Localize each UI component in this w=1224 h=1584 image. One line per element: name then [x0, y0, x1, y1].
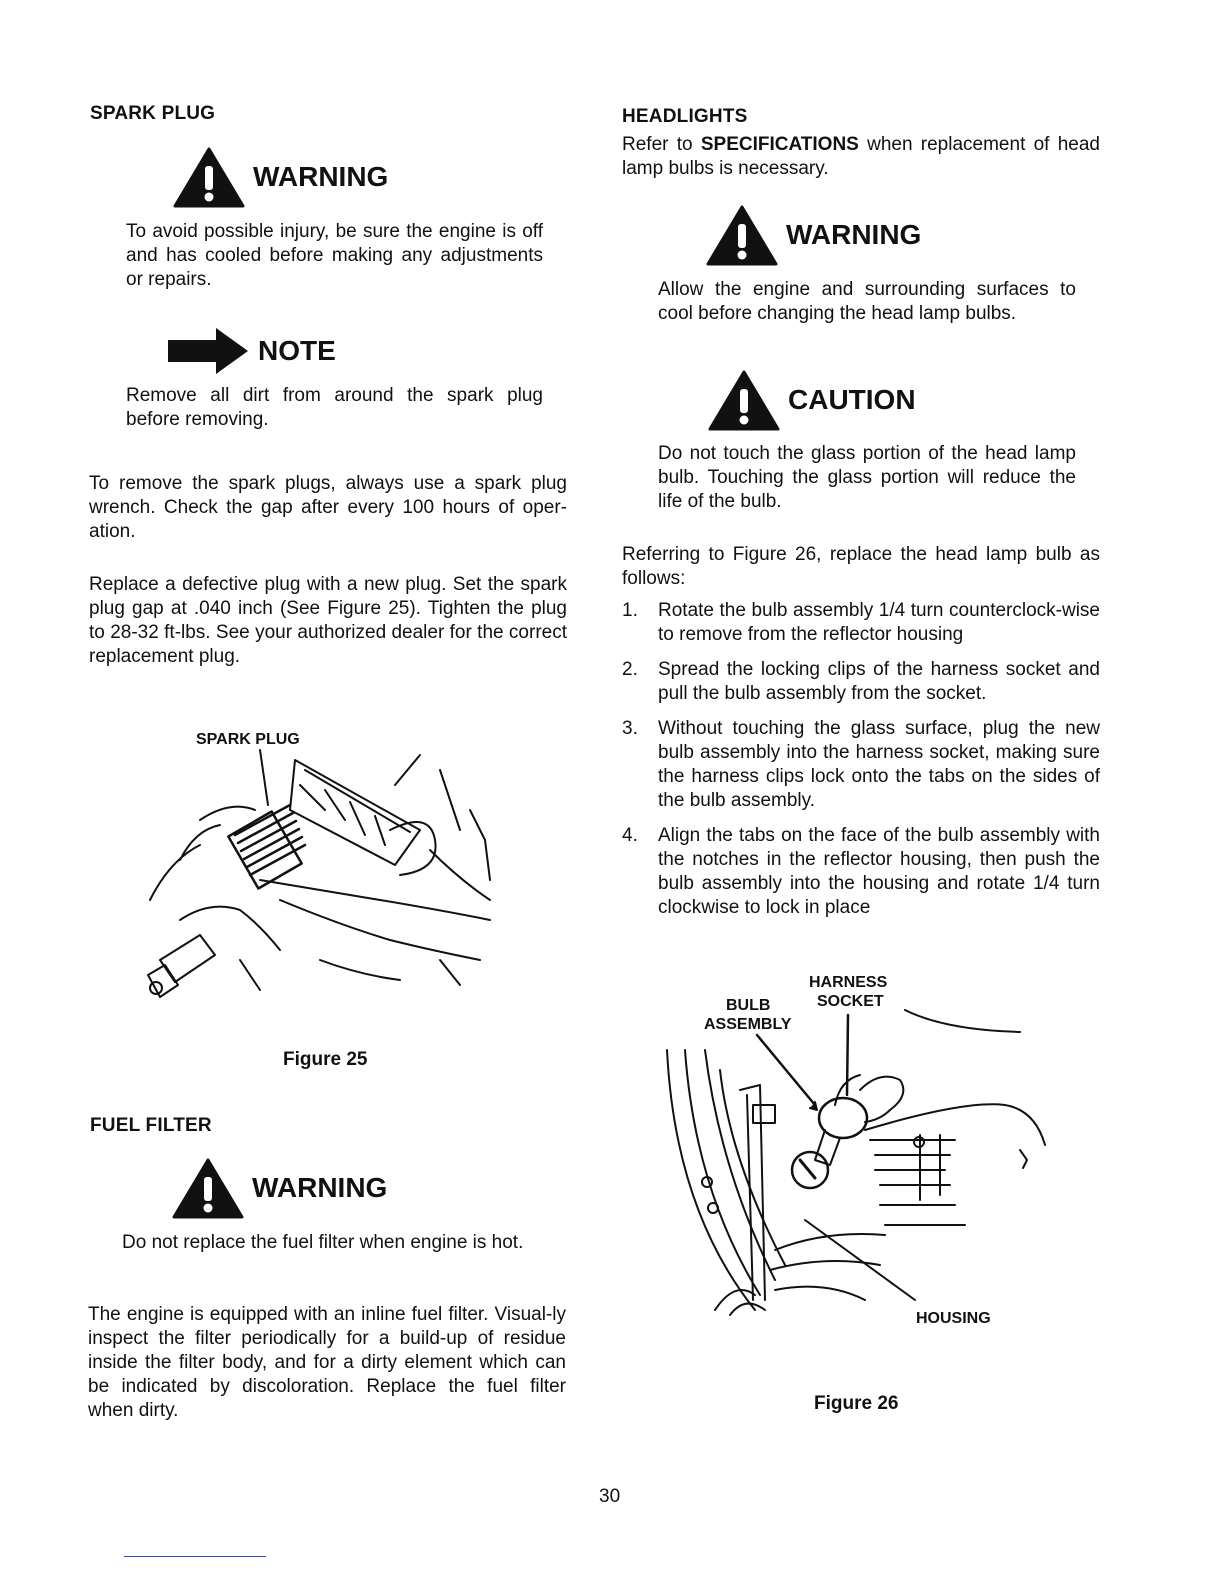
fuel-filter-para: The engine is equipped with an inline fuel filter. Visual-ly inspect the filter periodically for a build-up of residue inside the filter body, and for a dirty element which can be indicated by discoloration. Replace the fuel filter when dirty.: [88, 1304, 566, 1421]
spark-plug-para-2: Replace a defective plug with a new plug. Set the spark plug gap at .040 inch (See Figure 25). Tighten the plug to 28-32 ft-lbs. See your authorized dealer for the correct replacement plug.: [89, 574, 567, 667]
headlights-caution-text: Do not touch the glass portion of the head lamp bulb. Touching the glass portion will reduce the life of the bulb.: [658, 443, 1076, 512]
headlights-referring: Referring to Figure 26, replace the head lamp bulb as follows:: [622, 544, 1100, 589]
arrow-right-icon: [166, 326, 250, 376]
fuel-filter-warning-text: Do not replace the fuel filter when engine is hot.: [122, 1232, 524, 1253]
headlights-intro-suffix: when replacement of head lamp bulbs is necessary.: [622, 134, 1100, 179]
figure-25-caption: Figure 25: [283, 1049, 368, 1070]
bulb-label-line2: ASSEMBLY: [704, 1016, 792, 1033]
housing-label: HOUSING: [916, 1310, 991, 1327]
spark-plug-note-text: Remove all dirt from around the spark plug before removing.: [126, 385, 543, 430]
step-item: 2. Spread the locking clips of the harness socket and pull the bulb assembly from the socket.: [622, 659, 1100, 704]
caution-triangle-icon: [708, 369, 780, 431]
warning-triangle-icon: [173, 146, 245, 208]
step-item: 3. Without touching the glass surface, plug the new bulb assembly into the harness socket, making sure the harness clips lock onto the tabs on the sides of the bulb assembly.: [622, 718, 1100, 811]
spark-plug-note-alert: [166, 326, 336, 376]
headlights-caution-alert: [708, 369, 916, 431]
harness-label-line2: SOCKET: [817, 993, 884, 1010]
warning-triangle-icon: [706, 204, 778, 266]
harness-label-line1: HARNESS: [809, 974, 888, 991]
bulb-label-line1: BULB: [726, 997, 771, 1014]
warning-label: WARNING: [253, 161, 389, 192]
fuel-filter-warning-alert: [172, 1157, 387, 1219]
figure-26-caption: Figure 26: [814, 1393, 899, 1414]
specifications-reference: SPECIFICATIONS: [700, 134, 859, 155]
spark-plug-illustration: [140, 750, 510, 1010]
spark-plug-heading: SPARK PLUG: [90, 103, 216, 124]
replacement-steps: [622, 599, 1100, 931]
warning-label: WARNING: [786, 219, 922, 250]
figure-25-label: SPARK PLUG: [196, 731, 300, 748]
caution-label: CAUTION: [788, 384, 916, 415]
headlight-bulb-illustration: [665, 1010, 1045, 1325]
step-item: 1. Rotate the bulb assembly 1/4 turn counterclock-wise to remove from the reflector housing: [622, 600, 1100, 645]
spark-plug-warning-alert: [173, 146, 388, 208]
warning-label: WARNING: [252, 1172, 388, 1203]
headlights-warning-text: Allow the engine and surrounding surfaces to cool before changing the head lamp bulbs.: [658, 279, 1076, 324]
headlights-intro: [622, 133, 1100, 181]
fuel-filter-heading: FUEL FILTER: [90, 1115, 212, 1136]
headlights-warning-alert: [706, 204, 921, 266]
page-number: 30: [599, 1486, 621, 1507]
step-item: 4. Align the tabs on the face of the bulb assembly with the notches in the reflector housing, then push the bulb assembly into the housing and rotate 1/4 turn clockwise to lock in place: [622, 825, 1100, 918]
note-label: NOTE: [258, 335, 336, 366]
scan-artifact-line: [124, 1556, 266, 1557]
headlights-heading: HEADLIGHTS: [622, 106, 748, 127]
spark-plug-warning-text: To avoid possible injury, be sure the engine is off and has cooled before making any adjustments or repairs.: [126, 221, 543, 290]
warning-triangle-icon: [172, 1157, 244, 1219]
spark-plug-para-1: To remove the spark plugs, always use a spark plug wrench. Check the gap after every 100 hours of oper-ation.: [89, 473, 567, 542]
headlights-intro-prefix: Refer to: [622, 134, 701, 155]
